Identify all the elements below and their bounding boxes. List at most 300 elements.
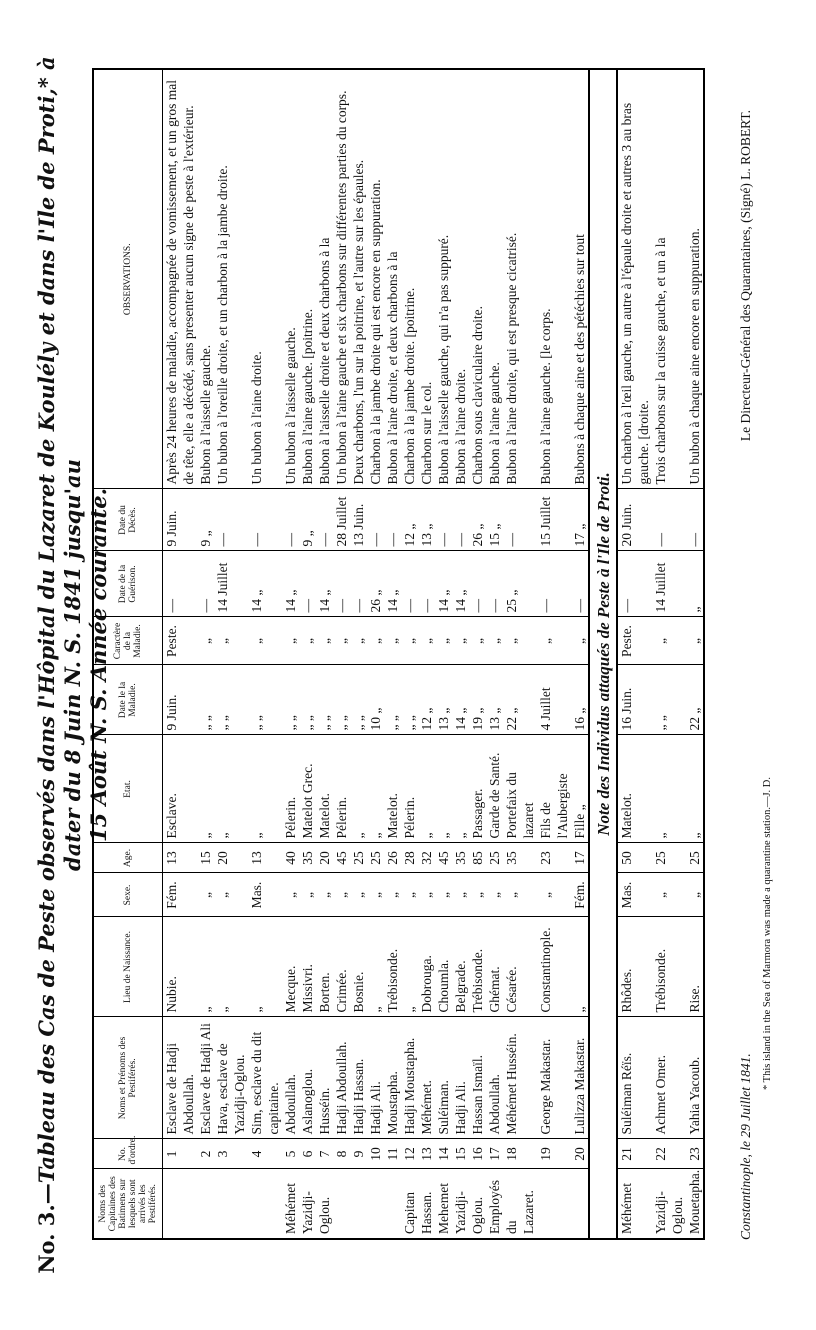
age-cell: 23 [537,843,571,873]
captain-cell [384,1169,401,1239]
observations-cell: Un bubon à l'oreille droite, et un charbon à la jambe droite. [214,69,248,489]
death-date-cell: — [367,489,384,551]
table-row [452,69,469,1239]
death-date-cell: — [384,489,401,551]
order-number-cell: 15 [452,1139,469,1169]
character-cell: „ [435,617,452,665]
name-cell: Hadji Abdoullah. [333,1017,350,1139]
death-date-cell: 20 Juin. [617,489,652,551]
name-cell: Achmet Omer. [652,1017,686,1139]
captain-cell [537,1169,571,1239]
birthplace-cell: Choumla. [435,917,452,1017]
recovery-date-cell: — [537,551,571,617]
order-number-cell: 2 [197,1139,214,1169]
table-row [435,69,452,1239]
name-cell: Abdoullah. [282,1017,299,1139]
age-cell: 25 [350,843,367,873]
age-cell: 15 [197,843,214,873]
birthplace-cell: „ [214,917,248,1017]
order-number-cell: 19 [537,1139,571,1169]
sex-cell: „ [435,873,452,917]
recovery-date-cell: — [299,551,316,617]
age-cell: 13 [248,843,282,873]
captain-cell: Méhémet [619,1183,634,1234]
name-cell: Husséin. [316,1017,333,1139]
recovery-date-cell: 14 Juillet [214,551,248,617]
status-cell: Matelot. [384,735,401,843]
status-cell: Portefaix du lazaret [503,735,537,843]
birthplace-cell: Ghémat. [486,917,503,1017]
order-number-cell: 14 [435,1139,452,1169]
table-row [537,69,571,1239]
title-number: No. 3.— [34,1183,59,1274]
signature: Le Directeur-Général des Quarantaines, (Signé) L. ROBERT. [738,110,753,442]
observations-cell: Un bubon à l'aine droite. [248,69,282,489]
order-number-cell: 4 [248,1139,282,1169]
column-header: Age. [93,843,163,873]
sex-cell: „ [418,873,435,917]
age-cell: 20 [214,843,248,873]
birthplace-cell: Rise. [686,917,704,1017]
column-header: Lieu de Naissance. [93,917,163,1017]
order-number-cell: 3 [214,1139,248,1169]
observations-cell: Charbon à la jambe droite qui est encore en suppuration. [367,69,384,489]
birthplace-cell: Dobrouga. [418,917,435,1017]
sex-cell: „ [537,873,571,917]
recovery-date-cell: — [350,551,367,617]
recovery-date-cell: 26 „ [367,551,384,617]
illness-date-cell: „ „ [197,665,214,735]
character-cell: „ [367,617,384,665]
age-cell: 20 [316,843,333,873]
name-cell: Abdoullah. [486,1017,503,1139]
recovery-date-cell: — [469,551,486,617]
status-cell: Fils de l'Aubergiste [537,735,571,843]
birthplace-cell: Borten. [316,917,333,1017]
character-cell: „ [384,617,401,665]
status-cell: „ [197,735,214,843]
table-body-proti [617,69,704,1239]
illness-date-cell: 9 Juin. [163,665,198,735]
captain-cell [571,1169,589,1239]
table-row [469,69,486,1239]
sex-cell: Fém. [163,873,198,917]
sex-cell: „ [367,873,384,917]
table-row [401,69,418,1239]
recovery-date-cell: 14 Juillet [652,551,686,617]
name-cell: George Makastar. [537,1017,571,1139]
death-date-cell: — [452,489,469,551]
illness-date-cell: „ „ [333,665,350,735]
illness-date-cell: „ „ [401,665,418,735]
death-date-cell: — [248,489,282,551]
status-cell: „ [652,735,686,843]
illness-date-cell: 13 „ [435,665,452,735]
observations-cell: Charbon à la jambe droite. [poitrine. [401,69,418,489]
death-date-cell: 26 „ [469,489,486,551]
death-date-cell: — [214,489,248,551]
sex-cell: „ [316,873,333,917]
column-header: Date du Décès. [93,489,163,551]
recovery-date-cell: „ [686,551,704,617]
character-cell: „ [571,617,589,665]
sex-cell: „ [350,873,367,917]
sex-cell: „ [197,873,214,917]
recovery-date-cell: — [163,551,198,617]
column-header: Noms et Prénoms des Pestiférés. [93,1017,163,1139]
table-row [486,69,503,1239]
character-cell: „ [401,617,418,665]
birthplace-cell: „ [401,917,418,1017]
name-cell: Hava, esclave de Yazidji-Oglou. [214,1017,248,1139]
age-cell: 25 [367,843,384,873]
observations-cell: Charbon sur le col. [418,69,435,489]
sex-cell: „ [401,873,418,917]
sex-cell: „ [333,873,350,917]
sex-cell: „ [652,873,686,917]
birthplace-cell: Bosnie. [350,917,367,1017]
character-cell: „ [282,617,299,665]
order-number-cell: 13 [418,1139,435,1169]
observations-cell: Bubon à l'aisselle droite et deux charbons à la [316,69,333,489]
name-cell: Moustapha. [384,1017,401,1139]
name-cell: Aslanoglou. [299,1017,316,1139]
age-cell: 25 [686,843,704,873]
illness-date-cell: „ „ [299,665,316,735]
name-cell: Sim, esclave du dit capitaine. [248,1017,282,1139]
age-cell: 85 [469,843,486,873]
captain-cell: Hassan. [419,1191,434,1234]
table-row [282,69,299,1239]
plague-cases-table [92,68,705,1240]
character-cell: „ [469,617,486,665]
section-row [589,69,617,1239]
captain-cell [367,1169,384,1239]
sex-cell: Fém. [571,873,589,917]
age-cell: 50 [617,843,652,873]
status-cell: „ [435,735,452,843]
age-cell: 32 [418,843,435,873]
birthplace-cell: Mecque. [282,917,299,1017]
status-cell: „ [350,735,367,843]
status-cell: Esclave. [163,735,198,843]
observations-cell: Un bubon à chaque aine encore en suppuration. [686,69,704,489]
name-cell: Hadji Ali. [367,1017,384,1139]
birthplace-cell: Trébisonde. [469,917,486,1017]
captain-cell: Employés [487,1180,502,1234]
order-number-cell: 16 [469,1139,486,1169]
recovery-date-cell: 14 „ [248,551,282,617]
death-date-cell: — [282,489,299,551]
status-cell: „ [686,735,704,843]
birthplace-cell: Césarée. [503,917,537,1017]
sex-cell: „ [384,873,401,917]
character-cell: „ [486,617,503,665]
status-cell: „ [452,735,469,843]
sex-cell: „ [282,873,299,917]
observations-cell: Charbon sous claviculaire droite. [469,69,486,489]
recovery-date-cell: 14 „ [316,551,333,617]
captain-cell [248,1169,282,1239]
birthplace-cell: Belgrade. [452,917,469,1017]
character-cell: „ [537,617,571,665]
observations-cell: Bubon à l'aisselle gauche. [197,69,214,489]
table-row [652,69,686,1239]
name-cell: Esclave de Hadji Abdoullah. [163,1017,198,1139]
death-date-cell: 9 „ [197,489,214,551]
captain-cell: Oglou. [470,1196,485,1234]
recovery-date-cell: 14 „ [282,551,299,617]
character-cell: Peste. [617,617,652,665]
recovery-date-cell: 14 „ [384,551,401,617]
death-date-cell: 9 „ [299,489,316,551]
status-cell: Pélerin. [282,735,299,843]
recovery-date-cell: — [401,551,418,617]
recovery-date-cell: — [571,551,589,617]
character-cell: „ [452,617,469,665]
name-cell: Suléiman Réïs. [617,1017,652,1139]
title-line-1: Tableau des Cas de Peste observés dans l'Hôpital du Lazaret de Koulély et dans l'Ile de Proti,* à dater du 8 Juin N. S. 1841 jusqu'au [34,56,85,1184]
section-title: Note des Individus attaqués de Peste à l'Ile de Proti. [589,69,617,1239]
age-cell: 28 [401,843,418,873]
observations-cell: Bubons à chaque aine et des pétéchies sur tout [571,69,589,489]
observations-cell: Un charbon à l'œil gauche, un autre à l'épaule droite et autres 3 au bras gauche. [droite. [617,69,652,489]
order-number-cell: 9 [350,1139,367,1169]
sex-cell: „ [214,873,248,917]
table-body-lazaret [163,69,590,1239]
status-cell: Passager. [469,735,486,843]
observations-cell: Un bubon à l'aisselle gauche. [282,69,299,489]
table-row [214,69,248,1239]
death-date-cell: — [503,489,537,551]
death-date-cell: 15 „ [486,489,503,551]
character-cell: „ [248,617,282,665]
captain-cell: Capitan [402,1192,417,1234]
table-row [333,69,350,1239]
character-cell: „ [214,617,248,665]
illness-date-cell: 19 „ [469,665,486,735]
captain-cell: Yazidji- [453,1191,468,1234]
sex-cell: „ [299,873,316,917]
character-cell: „ [316,617,333,665]
illness-date-cell: 12 „ [418,665,435,735]
order-number-cell: 1 [163,1139,198,1169]
order-number-cell: 17 [486,1139,503,1169]
recovery-date-cell: — [418,551,435,617]
birthplace-cell: „ [197,917,214,1017]
column-header: OBSERVATIONS. [93,69,163,489]
place-date: Constantinople, le 29 Juillet 1841. [738,1053,753,1240]
death-date-cell: 28 Juillet [333,489,350,551]
illness-date-cell: „ „ [384,665,401,735]
observations-cell: Bubon à l'aine droite. [452,69,469,489]
recovery-date-cell: 25 „ [503,551,537,617]
age-cell: 13 [163,843,198,873]
recovery-date-cell: 14 „ [435,551,452,617]
table-row [571,69,589,1239]
sex-cell: „ [452,873,469,917]
illness-date-cell: „ „ [248,665,282,735]
recovery-date-cell: — [197,551,214,617]
status-cell: Pélerin. [333,735,350,843]
sex-cell: „ [686,873,704,917]
column-header: Etat. [93,735,163,843]
table-row [384,69,401,1239]
table-row [248,69,282,1239]
age-cell: 45 [333,843,350,873]
birthplace-cell: Constantinople. [537,917,571,1017]
captain-cell [197,1169,214,1239]
character-cell: „ [418,617,435,665]
order-number-cell: 5 [282,1139,299,1169]
order-number-cell: 12 [401,1139,418,1169]
status-cell: Fille „ [571,735,589,843]
observations-cell: Bubon à l'aine gauche. [poitrine. [299,69,316,489]
table-row [686,69,704,1239]
character-cell: Peste. [163,617,198,665]
captain-cell: Oglou. [317,1196,332,1234]
column-header: Date le la Maladie. [93,665,163,735]
recovery-date-cell: 14 „ [452,551,469,617]
observations-cell: Deux charbons, l'un sur la poitrine, et l'autre sur les épaules. [350,69,367,489]
column-header: Noms des Capitaines des Batimens sur lesquels sont arrivés les Pestiférés. [93,1169,163,1239]
birthplace-cell: „ [248,917,282,1017]
header-row [93,69,163,1239]
illness-date-cell: 22 „ [503,665,537,735]
captain-cell [163,1169,198,1239]
table-row [367,69,384,1239]
death-date-cell: — [435,489,452,551]
status-cell: Matelot Grec. [299,735,316,843]
sex-cell: „ [486,873,503,917]
age-cell: 25 [486,843,503,873]
recovery-date-cell: — [486,551,503,617]
birthplace-cell: „ [571,917,589,1017]
illness-date-cell: 16 „ [571,665,589,735]
name-cell: Hadji Hassan. [350,1017,367,1139]
column-header: Date de la Guérison. [93,551,163,617]
captain-cell: du Lazaret. [504,1190,536,1234]
illness-date-cell: „ „ [316,665,333,735]
order-number-cell: 8 [333,1139,350,1169]
age-cell: 35 [299,843,316,873]
death-date-cell: 9 Juin. [163,489,198,551]
birthplace-cell: Rhôdes. [617,917,652,1017]
sex-cell: „ [503,873,537,917]
death-date-cell: — [652,489,686,551]
captain-cell [214,1169,248,1239]
name-cell: Hassan Ismaïl. [469,1017,486,1139]
birthplace-cell: Missivri. [299,917,316,1017]
status-cell: „ [367,735,384,843]
order-number-cell: 6 [299,1139,316,1169]
illness-date-cell: 16 Juin. [617,665,652,735]
illness-date-cell: „ „ [350,665,367,735]
name-cell: Hadji Ali. [452,1017,469,1139]
age-cell: 45 [435,843,452,873]
death-date-cell: — [686,489,704,551]
age-cell: 26 [384,843,401,873]
observations-cell: Bubon à l'aine gauche. [486,69,503,489]
order-number-cell: 10 [367,1139,384,1169]
death-date-cell: 17 „ [571,489,589,551]
table-row [197,69,214,1239]
age-cell: 17 [571,843,589,873]
observations-cell: Bubon à l'aine droite, et deux charbons à la [384,69,401,489]
order-number-cell: 21 [617,1139,652,1169]
order-number-cell: 11 [384,1139,401,1169]
order-number-cell: 22 [652,1139,686,1169]
illness-date-cell: 14 „ [452,665,469,735]
recovery-date-cell: — [333,551,350,617]
birthplace-cell: Trébisonde. [652,917,686,1017]
status-cell: „ [418,735,435,843]
captain-cell [333,1169,350,1239]
character-cell: „ [350,617,367,665]
captain-cell: Yazidji- [300,1191,315,1234]
table-row [350,69,367,1239]
table-row [163,69,198,1239]
death-date-cell: 13 Juin. [350,489,367,551]
character-cell: „ [197,617,214,665]
captain-cell [350,1169,367,1239]
observations-cell: Trois charbons sur la cuisse gauche, et un à la [652,69,686,489]
observations-cell: Un bubon à l'aine gauche et six charbons sur différentes parties du corps. [333,69,350,489]
captain-cell: Mehemet [436,1183,451,1234]
illness-date-cell: „ „ [214,665,248,735]
status-cell: „ [248,735,282,843]
sex-cell: Mas. [248,873,282,917]
character-cell: „ [686,617,704,665]
illness-date-cell: „ „ [282,665,299,735]
sex-cell: „ [469,873,486,917]
illness-date-cell: 10 „ [367,665,384,735]
death-date-cell: — [316,489,333,551]
birthplace-cell: Crimée. [333,917,350,1017]
death-date-cell: 12 „ [401,489,418,551]
character-cell: „ [652,617,686,665]
age-cell: 35 [452,843,469,873]
name-cell: Méhémet. [418,1017,435,1139]
table-row [503,69,537,1239]
death-date-cell: 15 Juillet [537,489,571,551]
character-cell: „ [503,617,537,665]
name-cell: Yahia Yacoub. [686,1017,704,1139]
age-cell: 35 [503,843,537,873]
observations-cell: Bubon à l'aine gauche. [le corps. [537,69,571,489]
status-cell: Garde de Santé. [486,735,503,843]
name-cell: Méhémet Husséin. [503,1017,537,1139]
character-cell: „ [299,617,316,665]
status-cell: Pélerin. [401,735,418,843]
footnote: * This island in the Sea of Marmora was made a quarantine station.—J. D. [762,777,773,1090]
name-cell: Hadji Moustapha. [401,1017,418,1139]
captain-cell: Méhémet [283,1183,298,1234]
death-date-cell: 13 „ [418,489,435,551]
table-row [418,69,435,1239]
illness-date-cell: 13 „ [486,665,503,735]
birthplace-cell: Nubie. [163,917,198,1017]
column-header: No. d'ordre. [93,1139,163,1169]
status-cell: „ [214,735,248,843]
order-number-cell: 7 [316,1139,333,1169]
name-cell: Esclave de Hadji Ali [197,1017,214,1139]
illness-date-cell: 4 Juillet [537,665,571,735]
table-row [316,69,333,1239]
title-line-2: 15 Août N. S. Année courante. [86,488,111,842]
column-header: Sexe. [93,873,163,917]
illness-date-cell: „ „ [652,665,686,735]
